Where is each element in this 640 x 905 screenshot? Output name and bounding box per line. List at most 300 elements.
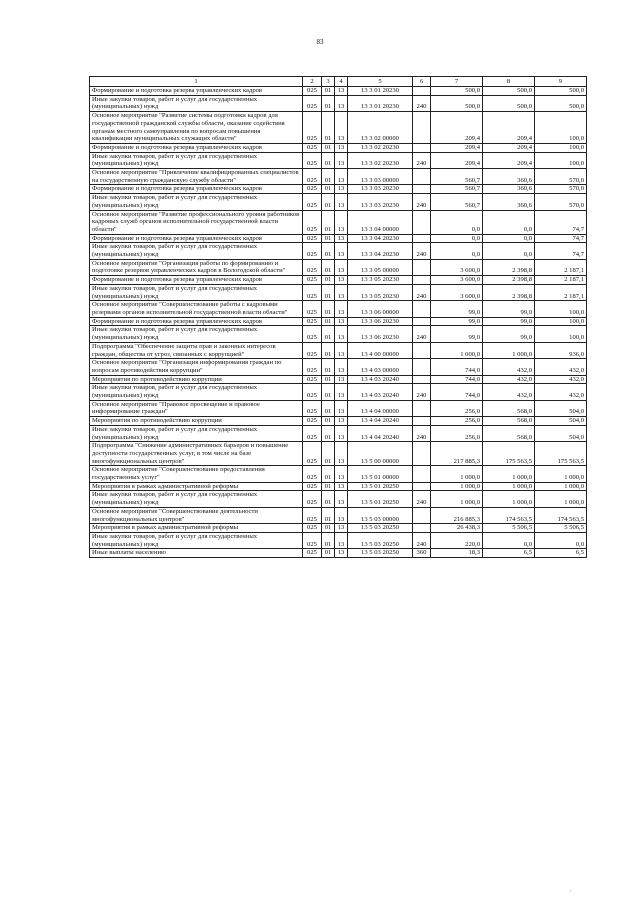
table-row [90,482,587,491]
amount-col9-cell: 504,0 [535,425,587,441]
row-name-cell: Иные закупки товаров, работ и услуг для государственных (муниципальных) нужд [90,284,303,300]
table-row [90,243,587,259]
code-target-cell: 13 4 04 20240 [348,417,413,426]
code-section-cell: 01 [322,532,335,548]
row-name-cell: Мероприятия по противодействию коррупции [90,417,303,426]
code-expense-cell: 240 [413,243,431,259]
amount-col7-cell: 209,4 [431,112,483,144]
code-expense-cell [413,524,431,533]
row-name-cell: Иные закупки товаров, работ и услуг для государственных (муниципальных) нужд [90,152,303,168]
code-admin-cell: 025 [303,507,322,523]
code-subsection-cell: 13 [335,466,348,482]
code-subsection-cell: 13 [335,442,348,466]
code-admin-cell: 025 [303,234,322,243]
code-section-cell: 01 [322,524,335,533]
code-target-cell: 13 3 05 20230 [348,284,413,300]
amount-col8-cell: 0,0 [483,532,535,548]
code-expense-cell: 240 [413,384,431,400]
code-admin-cell: 025 [303,384,322,400]
code-expense-cell: 240 [413,326,431,342]
code-subsection-cell: 13 [335,243,348,259]
code-admin-cell: 025 [303,466,322,482]
code-target-cell: 13 5 03 00000 [348,507,413,523]
code-target-cell: 13 5 01 00000 [348,466,413,482]
header-cell: 8 [483,77,535,87]
code-admin-cell: 025 [303,210,322,234]
code-section-cell: 01 [322,384,335,400]
amount-col9-cell: 0,0 [535,532,587,548]
code-expense-cell [413,466,431,482]
amount-col9-cell: 500,0 [535,87,587,96]
code-expense-cell [413,317,431,326]
amount-col9-cell: 500,0 [535,95,587,111]
table-row [90,169,587,185]
code-target-cell: 13 3 03 20230 [348,194,413,210]
table-row [90,143,587,152]
table-row [90,95,587,111]
amount-col9-cell: 432,0 [535,375,587,384]
row-name-cell: Основное мероприятие "Правовое просвещение и правовое информирование граждан" [90,400,303,416]
table-row [90,276,587,285]
code-section-cell: 01 [322,549,335,558]
row-name-cell: Мероприятия в рамках административной реформы [90,482,303,491]
code-subsection-cell: 13 [335,143,348,152]
code-admin-cell: 025 [303,359,322,375]
code-admin-cell: 025 [303,491,322,507]
code-target-cell: 13 3 04 00000 [348,210,413,234]
amount-col9-cell: 74,7 [535,234,587,243]
amount-col7-cell: 560,7 [431,169,483,185]
code-admin-cell: 025 [303,326,322,342]
amount-col7-cell: 216 885,3 [431,507,483,523]
amount-col7-cell: 26 438,3 [431,524,483,533]
row-name-cell: Иные закупки товаров, работ и услуг для государственных (муниципальных) нужд [90,491,303,507]
row-name-cell: Формирование и подготовка резерва управленческих кадров [90,143,303,152]
amount-col7-cell: 744,0 [431,359,483,375]
amount-col8-cell: 6,5 [483,549,535,558]
amount-col9-cell: 432,0 [535,359,587,375]
table-row [90,384,587,400]
amount-col7-cell: 1 000,0 [431,466,483,482]
row-name-cell: Подпрограмма "Снижение административных барьеров и повышение доступности государственных услуг, в том числе на базе многофункциональных центров" [90,442,303,466]
table-row [90,284,587,300]
code-target-cell: 13 3 03 20230 [348,185,413,194]
row-name-cell: Иные закупки товаров, работ и услуг для государственных (муниципальных) нужд [90,425,303,441]
code-section-cell: 01 [322,359,335,375]
code-section-cell: 01 [322,301,335,317]
code-section-cell: 01 [322,375,335,384]
code-subsection-cell: 13 [335,491,348,507]
code-target-cell: 13 3 05 20230 [348,276,413,285]
code-subsection-cell: 13 [335,507,348,523]
code-expense-cell: 240 [413,152,431,168]
code-admin-cell: 025 [303,95,322,111]
code-target-cell: 13 5 03 20250 [348,524,413,533]
code-subsection-cell: 13 [335,317,348,326]
code-section-cell: 01 [322,185,335,194]
code-expense-cell [413,375,431,384]
code-section-cell: 01 [322,442,335,466]
amount-col8-cell: 500,0 [483,95,535,111]
code-subsection-cell: 13 [335,112,348,144]
code-admin-cell: 025 [303,185,322,194]
amount-col8-cell: 1 000,0 [483,342,535,358]
row-name-cell: Иные закупки товаров, работ и услуг для государственных (муниципальных) нужд [90,95,303,111]
code-subsection-cell: 13 [335,185,348,194]
code-expense-cell: 240 [413,95,431,111]
code-target-cell: 13 3 01 20230 [348,87,413,96]
code-section-cell: 01 [322,400,335,416]
row-name-cell: Формирование и подготовка резерва управленческих кадров [90,317,303,326]
code-expense-cell [413,359,431,375]
amount-col9-cell: 504,0 [535,400,587,416]
code-admin-cell: 025 [303,284,322,300]
table-row [90,359,587,375]
code-subsection-cell: 13 [335,259,348,275]
header-cell: 5 [348,77,413,87]
row-name-cell: Основное мероприятие "Развитие профессионального уровня работников кадровых служб органов исполнительной государственной власти области" [90,210,303,234]
amount-col9-cell: 74,7 [535,243,587,259]
amount-col7-cell: 560,7 [431,194,483,210]
code-target-cell: 13 3 02 20230 [348,143,413,152]
code-expense-cell: 240 [413,194,431,210]
code-admin-cell: 025 [303,400,322,416]
code-admin-cell: 025 [303,259,322,275]
amount-col9-cell: 2 187,1 [535,284,587,300]
code-admin-cell: 025 [303,524,322,533]
amount-col7-cell: 744,0 [431,384,483,400]
code-admin-cell: 025 [303,243,322,259]
code-target-cell: 13 4 04 20240 [348,425,413,441]
table-row [90,87,587,96]
code-subsection-cell: 13 [335,169,348,185]
code-target-cell: 13 4 00 00000 [348,342,413,358]
code-target-cell: 13 4 03 00000 [348,359,413,375]
amount-col9-cell: 570,0 [535,185,587,194]
table-row [90,425,587,441]
code-section-cell: 01 [322,210,335,234]
code-expense-cell: 240 [413,491,431,507]
amount-col8-cell: 2 398,8 [483,284,535,300]
code-target-cell: 13 3 06 20230 [348,317,413,326]
amount-col8-cell: 568,0 [483,400,535,416]
row-name-cell: Формирование и подготовка резерва управленческих кадров [90,234,303,243]
code-subsection-cell: 13 [335,359,348,375]
amount-col7-cell: 1 000,0 [431,491,483,507]
amount-col9-cell: 1 000,0 [535,466,587,482]
code-expense-cell: 240 [413,532,431,548]
code-admin-cell: 025 [303,276,322,285]
code-section-cell: 01 [322,259,335,275]
row-name-cell: Основное мероприятие "Организация информирования граждан по вопросам противодействия коррупции" [90,359,303,375]
amount-col7-cell: 217 885,3 [431,442,483,466]
row-name-cell: Иные закупки товаров, работ и услуг для государственных (муниципальных) нужд [90,384,303,400]
table-row [90,259,587,275]
code-target-cell: 13 5 00 00000 [348,442,413,466]
code-subsection-cell: 13 [335,210,348,234]
table-row [90,491,587,507]
amount-col9-cell: 504,0 [535,417,587,426]
amount-col8-cell: 2 398,8 [483,276,535,285]
row-name-cell: Основное мероприятие "Развитие системы подготовки кадров для государственной гражданской службы области, оказание содействия органам местного самоуправления по вопросам повышения квалификации муниципальных служащих области" [90,112,303,144]
code-target-cell: 13 3 02 00000 [348,112,413,144]
code-admin-cell: 025 [303,301,322,317]
code-admin-cell: 025 [303,549,322,558]
amount-col9-cell: 175 563,5 [535,442,587,466]
amount-col7-cell: 99,0 [431,317,483,326]
table-row [90,194,587,210]
code-admin-cell: 025 [303,375,322,384]
row-name-cell: Основное мероприятие "Организация работы по формированию и подготовке резервов управленческих кадров в Вологодской области" [90,259,303,275]
row-name-cell: Мероприятия по противодействию коррупции [90,375,303,384]
code-expense-cell [413,342,431,358]
table-row [90,234,587,243]
code-section-cell: 01 [322,152,335,168]
code-target-cell: 13 3 01 20230 [348,95,413,111]
code-section-cell: 01 [322,326,335,342]
amount-col8-cell: 209,4 [483,143,535,152]
page-number: 83 [316,38,324,46]
table-row [90,442,587,466]
code-subsection-cell: 13 [335,87,348,96]
amount-col8-cell: 432,0 [483,359,535,375]
code-section-cell: 01 [322,284,335,300]
amount-col7-cell: 1 000,0 [431,482,483,491]
row-name-cell: Мероприятия в рамках административной реформы [90,524,303,533]
code-admin-cell: 025 [303,417,322,426]
code-subsection-cell: 13 [335,532,348,548]
amount-col9-cell: 174 563,5 [535,507,587,523]
code-section-cell: 01 [322,143,335,152]
code-expense-cell [413,185,431,194]
amount-col8-cell: 568,0 [483,417,535,426]
amount-col9-cell: 936,0 [535,342,587,358]
code-subsection-cell: 13 [335,400,348,416]
amount-col8-cell: 99,0 [483,317,535,326]
header-cell: 7 [431,77,483,87]
code-admin-cell: 025 [303,112,322,144]
amount-col9-cell: 6,5 [535,549,587,558]
code-section-cell: 01 [322,425,335,441]
amount-col8-cell: 500,0 [483,87,535,96]
row-name-cell: Подпрограмма "Обеспечение защиты прав и законных интересов граждан, общества от угроз, связанных с коррупцией" [90,342,303,358]
amount-col8-cell: 1 000,0 [483,466,535,482]
code-section-cell: 01 [322,112,335,144]
code-target-cell: 13 5 03 20250 [348,549,413,558]
code-admin-cell: 025 [303,532,322,548]
header-cell: 6 [413,77,431,87]
code-admin-cell: 025 [303,482,322,491]
amount-col7-cell: 3 600,0 [431,259,483,275]
amount-col7-cell: 0,0 [431,234,483,243]
amount-col7-cell: 99,0 [431,326,483,342]
code-section-cell: 01 [322,466,335,482]
table-row [90,326,587,342]
amount-col9-cell: 100,0 [535,317,587,326]
code-subsection-cell: 13 [335,375,348,384]
row-name-cell: Иные закупки товаров, работ и услуг для государственных (муниципальных) нужд [90,243,303,259]
code-admin-cell: 025 [303,317,322,326]
amount-col8-cell: 432,0 [483,375,535,384]
amount-col8-cell: 1 000,0 [483,491,535,507]
code-section-cell: 01 [322,194,335,210]
amount-col7-cell: 500,0 [431,87,483,96]
code-admin-cell: 025 [303,169,322,185]
code-target-cell: 13 4 03 20240 [348,384,413,400]
amount-col7-cell: 3 600,0 [431,276,483,285]
amount-col9-cell: 570,0 [535,194,587,210]
code-subsection-cell: 13 [335,301,348,317]
code-target-cell: 13 5 01 20250 [348,491,413,507]
code-subsection-cell: 13 [335,326,348,342]
amount-col9-cell: 100,0 [535,152,587,168]
amount-col7-cell: 209,4 [431,152,483,168]
amount-col8-cell: 432,0 [483,384,535,400]
table-row [90,342,587,358]
row-name-cell: Иные закупки товаров, работ и услуг для государственных (муниципальных) нужд [90,194,303,210]
amount-col7-cell: 3 600,0 [431,284,483,300]
code-admin-cell: 025 [303,87,322,96]
table-row [90,466,587,482]
table-row [90,400,587,416]
row-name-cell: Основное мероприятие "Совершенствование предоставления государственных услуг" [90,466,303,482]
code-expense-cell: 360 [413,549,431,558]
code-section-cell: 01 [322,342,335,358]
amount-col8-cell: 174 563,5 [483,507,535,523]
row-name-cell: Основное мероприятие "Совершенствование деятельности многофункциональных центров" [90,507,303,523]
header-cell: 3 [322,77,335,87]
amount-col7-cell: 99,0 [431,301,483,317]
code-section-cell: 01 [322,491,335,507]
amount-col9-cell: 1 000,0 [535,482,587,491]
code-expense-cell: 240 [413,425,431,441]
amount-col9-cell: 100,0 [535,301,587,317]
table-row [90,317,587,326]
amount-col9-cell: 2 187,1 [535,276,587,285]
amount-col7-cell: 18,3 [431,549,483,558]
code-section-cell: 01 [322,317,335,326]
amount-col9-cell: 100,0 [535,112,587,144]
amount-col7-cell: 256,0 [431,417,483,426]
table-row [90,524,587,533]
code-expense-cell [413,210,431,234]
code-target-cell: 13 5 03 20250 [348,532,413,548]
code-admin-cell: 025 [303,342,322,358]
code-section-cell: 01 [322,169,335,185]
code-expense-cell [413,234,431,243]
code-admin-cell: 025 [303,194,322,210]
amount-col9-cell: 1 000,0 [535,491,587,507]
table-row [90,112,587,144]
amount-col8-cell: 0,0 [483,243,535,259]
table-row [90,507,587,523]
amount-col9-cell: 74,7 [535,210,587,234]
code-target-cell: 13 5 01 20250 [348,482,413,491]
code-section-cell: 01 [322,243,335,259]
amount-col7-cell: 744,0 [431,375,483,384]
table-row [90,549,587,558]
code-target-cell: 13 4 03 20240 [348,375,413,384]
code-admin-cell: 025 [303,442,322,466]
table-row [90,185,587,194]
row-name-cell: Основное мероприятие "Совершенствование работы с кадровыми резервами органов исполнительной государственной власти области" [90,301,303,317]
amount-col7-cell: 500,0 [431,95,483,111]
code-section-cell: 01 [322,234,335,243]
table-row [90,417,587,426]
amount-col9-cell: 570,0 [535,169,587,185]
amount-col8-cell: 99,0 [483,301,535,317]
amount-col8-cell: 99,0 [483,326,535,342]
code-target-cell: 13 3 04 20230 [348,243,413,259]
code-target-cell: 13 3 04 20230 [348,234,413,243]
code-expense-cell [413,400,431,416]
code-subsection-cell: 13 [335,276,348,285]
scan-mark: ' [570,890,572,896]
code-subsection-cell: 13 [335,194,348,210]
code-subsection-cell: 13 [335,284,348,300]
code-subsection-cell: 13 [335,95,348,111]
code-section-cell: 01 [322,95,335,111]
row-name-cell: Формирование и подготовка резерва управленческих кадров [90,185,303,194]
code-expense-cell [413,482,431,491]
code-target-cell: 13 3 02 20230 [348,152,413,168]
code-target-cell: 13 3 06 20230 [348,326,413,342]
code-subsection-cell: 13 [335,482,348,491]
amount-col7-cell: 1 000,0 [431,342,483,358]
code-subsection-cell: 13 [335,342,348,358]
code-target-cell: 13 3 03 00000 [348,169,413,185]
table-row [90,301,587,317]
header-cell: 4 [335,77,348,87]
code-subsection-cell: 13 [335,524,348,533]
code-target-cell: 13 3 05 00000 [348,259,413,275]
code-subsection-cell: 13 [335,425,348,441]
code-subsection-cell: 13 [335,549,348,558]
amount-col8-cell: 175 563,5 [483,442,535,466]
code-admin-cell: 025 [303,425,322,441]
amount-col8-cell: 360,6 [483,194,535,210]
code-subsection-cell: 13 [335,152,348,168]
code-expense-cell [413,442,431,466]
amount-col8-cell: 360,6 [483,185,535,194]
header-cell: 2 [303,77,322,87]
code-section-cell: 01 [322,482,335,491]
amount-col8-cell: 0,0 [483,210,535,234]
amount-col7-cell: 220,0 [431,532,483,548]
table-row [90,532,587,548]
code-expense-cell [413,87,431,96]
amount-col8-cell: 209,4 [483,112,535,144]
budget-table [89,76,587,558]
code-expense-cell [413,301,431,317]
row-name-cell: Формирование и подготовка резерва управленческих кадров [90,276,303,285]
amount-col8-cell: 209,4 [483,152,535,168]
amount-col7-cell: 0,0 [431,210,483,234]
code-expense-cell [413,143,431,152]
code-section-cell: 01 [322,87,335,96]
code-section-cell: 01 [322,417,335,426]
amount-col7-cell: 560,7 [431,185,483,194]
amount-col7-cell: 0,0 [431,243,483,259]
row-name-cell: Формирование и подготовка резерва управленческих кадров [90,87,303,96]
code-section-cell: 01 [322,507,335,523]
table-row [90,152,587,168]
amount-col7-cell: 209,4 [431,143,483,152]
row-name-cell: Иные закупки товаров, работ и услуг для государственных (муниципальных) нужд [90,326,303,342]
header-cell: 9 [535,77,587,87]
amount-col8-cell: 568,0 [483,425,535,441]
table-row [90,210,587,234]
